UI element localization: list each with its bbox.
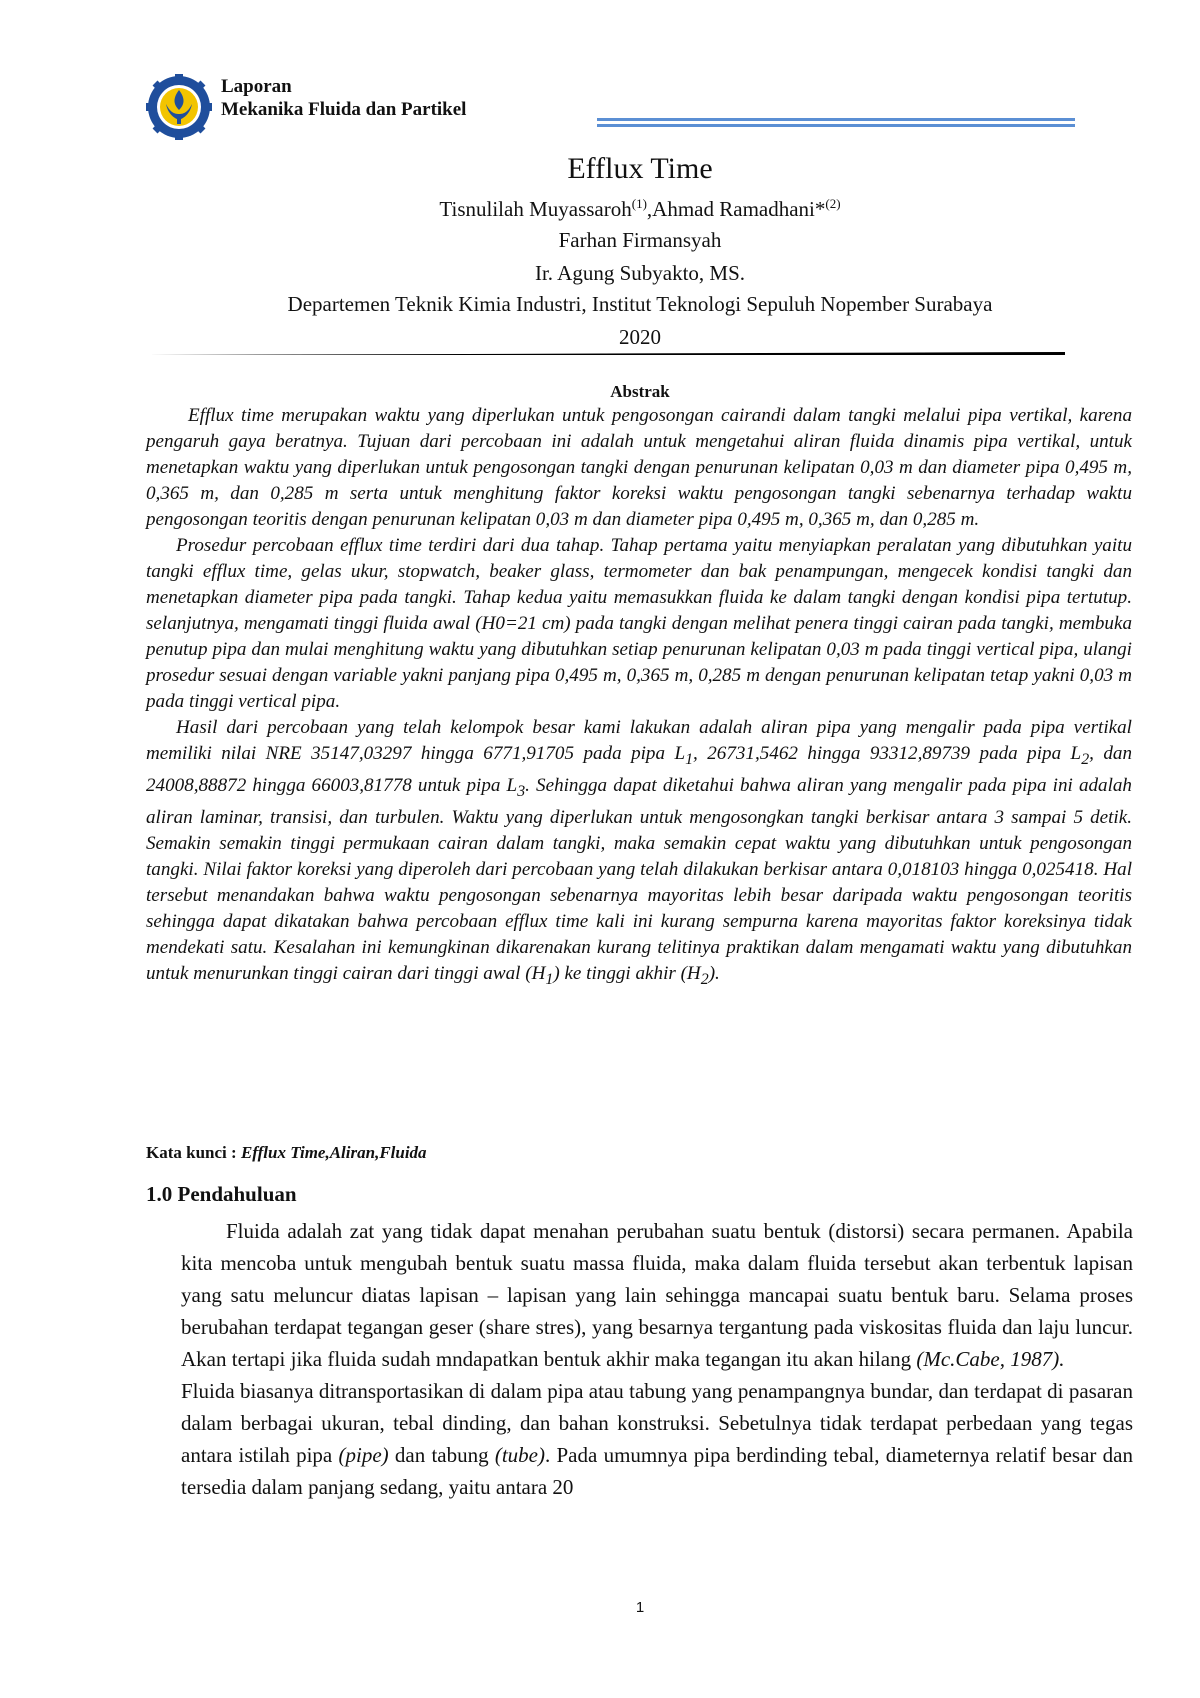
- section-heading: 1.0 Pendahuluan: [146, 1182, 297, 1206]
- body-p2-text-c: . Pada umumnya pipa berdinding tebal, diameternya relatif besar dan tersedia dalam panjang sedang, yaitu antara 20: [181, 1443, 1133, 1499]
- authors-line: [200, 196, 1080, 222]
- paper-title: Efflux Time: [567, 152, 713, 185]
- abstract-paragraph-3: [146, 715, 1132, 992]
- keywords-label: Kata kunci :: [146, 1143, 241, 1162]
- citation: (Mc.Cabe, 1987).: [916, 1347, 1065, 1371]
- header-line-2: Mekanika Fluida dan Partikel: [221, 99, 467, 120]
- abstract-p3-text-e: ) ke tinggi akhir (H: [553, 962, 701, 984]
- abstract-heading: Abstrak: [610, 382, 670, 401]
- body-paragraph-1: [181, 1215, 1133, 1375]
- section-body: [181, 1215, 1133, 1503]
- header-line-1: Laporan: [221, 76, 292, 97]
- subscript-l2: 2: [1081, 750, 1090, 768]
- author-2: ,Ahmad Ramadhani*: [646, 197, 826, 221]
- author-1: Tisnulilah Muyassaroh: [439, 197, 632, 221]
- abstract-p3-text-b: , 26731,5462 hingga 93312,89739 pada pipa L: [693, 743, 1082, 764]
- keywords: [146, 1143, 427, 1163]
- abstract-p3-text-a: Hasil dari percobaan yang telah kelompok besar kami lakukan adalah aliran pipa yang mengalir pada pipa vertikal memiliki nilai NRE 35147,03297 hingga 6771,91705 pada pipa L: [146, 717, 1132, 764]
- subscript-h1: 1: [545, 970, 554, 988]
- body-paragraph-2: [181, 1375, 1133, 1503]
- keywords-value: Efflux Time,Aliran,Fluida: [240, 1143, 427, 1162]
- body-p1-text: Fluida adalah zat yang tidak dapat menahan perubahan suatu bentuk (distorsi) secara permanen. Apabila kita mencoba untuk mengubah bentuk suatu massa fluida, maka dalam fluida tersebut akan terbentuk lapisan yang satu meluncur diatas lapisan – lapisan yang lain sehingga mancapai suatu bentuk baru. Selama proses berubahan terdapat tegangan geser (share stres), yang besarnya tergantung pada viskositas fluida dan laju luncur. Akan tertapi jika fluida sudah mndapatkan bentuk akhir maka tegangan itu akan hilang: [181, 1219, 1133, 1371]
- abstract-p3-text-d: . Sehingga dapat diketahui bahwa aliran yang mengalir pada pipa ini adalah aliran laminar, transisi, dan turbulen. Waktu yang diperlukan untuk mengosongkan tangki berkisar antara 3 sampai 5 detik. Semakin semakin tinggi permukaan cairan dalam tangki, maka semakin cepat waktu yang dibutuhkan untuk pengosongan tangki. Nilai faktor koreksi yang diperoleh dari percobaan yang telah dilakukan berkisar antara 0,018103 hingga 0,025418. Hal tersebut menandakan bahwa waktu pengosongan sebenarnya mayoritas lebih besar daripada waktu pengosongan teoritis sehingga dapat dikatakan bahwa percobaan efflux time kali ini kurang sempurna karena mayoritas faktor koreksinya tidak mendekati satu. Kesalahan ini kemungkinan dikarenakan kurang telitinya praktikan dalam mengamati waktu yang dibutuhkan untuk menurunkan tinggi cairan dari tinggi awal (H: [146, 774, 1132, 984]
- report-header: [221, 75, 466, 121]
- abstract-body: [146, 403, 1132, 992]
- title-divider: [148, 352, 1065, 356]
- its-logo-icon: [146, 74, 212, 140]
- abstract-p3-text-f: ).: [708, 962, 720, 984]
- author-1-affiliation: (1): [631, 196, 647, 211]
- abstract-paragraph-1: Efflux time merupakan waktu yang diperlukan untuk pengosongan cairandi dalam tangki melalui pipa vertikal, karena pengaruh gaya beratnya. Tujuan dari percobaan ini adalah untuk mengetahui aliran fluida dinamis pipa vertikal, untuk menetapkan waktu yang diperlukan untuk pengosongan tangki dengan penurunan kelipatan 0,03 m dan diameter pipa 0,495 m, 0,365 m, dan 0,285 m serta untuk menghitung faktor koreksi waktu pengosongan tangki sebenarnya terhadap waktu pengosongan teoritis dengan penurunan kelipatan 0,03 m dan diameter pipa 0,495 m, 0,365 m, dan 0,285 m.: [146, 405, 1132, 530]
- year: 2020: [619, 325, 661, 349]
- abstract-p3-text-c: , dan 24008,88872 hingga 66003,81778 untuk pipa L: [146, 743, 1132, 796]
- abstract-paragraph-2: Prosedur percobaan efflux time terdiri dari dua tahap. Tahap pertama yaitu menyiapkan peralatan yang dibutuhkan yaitu tangki efflux time, gelas ukur, stopwatch, beaker glass, termometer dan bak penampungan, mengecek kondisi tangki dan menetapkan diameter pipa pada tangki. Tahap kedua yaitu memasukkan fluida ke dalam tangki dengan kondisi pipa tertutup. selanjutnya, mengamati tinggi fluida awal (H0=21 cm) pada tangki dengan melihat penera tinggi cairan pada tangki, membuka penutup pipa dan mulai menghitung waktu yang dibutuhkan setiap penurunan kelipatan 0,03 m pada tinggi vertical pipa, ulangi prosedur sesuai dengan variable yakni panjang pipa 0,495 m, 0,365 m, 0,285 m dengan penurunan kelipatan tetap yakni 0,03 m pada tinggi vertical pipa.: [146, 535, 1132, 712]
- page-number: 1: [635, 1599, 645, 1616]
- author-2-affiliation: (2): [825, 196, 841, 211]
- subscript-l3: 3: [517, 782, 526, 800]
- subscript-l1: 1: [685, 750, 694, 768]
- term-tube: (tube): [494, 1443, 546, 1467]
- department-affiliation: Departemen Teknik Kimia Industri, Institut Teknologi Sepuluh Nopember Surabaya: [287, 292, 993, 316]
- term-pipe: (pipe): [338, 1443, 389, 1467]
- header-double-rule: [597, 118, 1075, 128]
- author-3: Farhan Firmansyah: [558, 228, 722, 252]
- body-p2-text-b: dan tabung: [388, 1443, 495, 1467]
- body-p2-text-a: Fluida biasanya ditransportasikan di dalam pipa atau tabung yang penampangnya bundar, dan terdapat di pasaran dalam berbagai ukuran, tebal dinding, dan bahan konstruksi. Sebetulnya tidak terdapat perbedaan yang tegas antara istilah pipa: [181, 1379, 1133, 1467]
- supervisor: Ir. Agung Subyakto, MS.: [534, 261, 746, 285]
- subscript-h2: 2: [700, 970, 709, 988]
